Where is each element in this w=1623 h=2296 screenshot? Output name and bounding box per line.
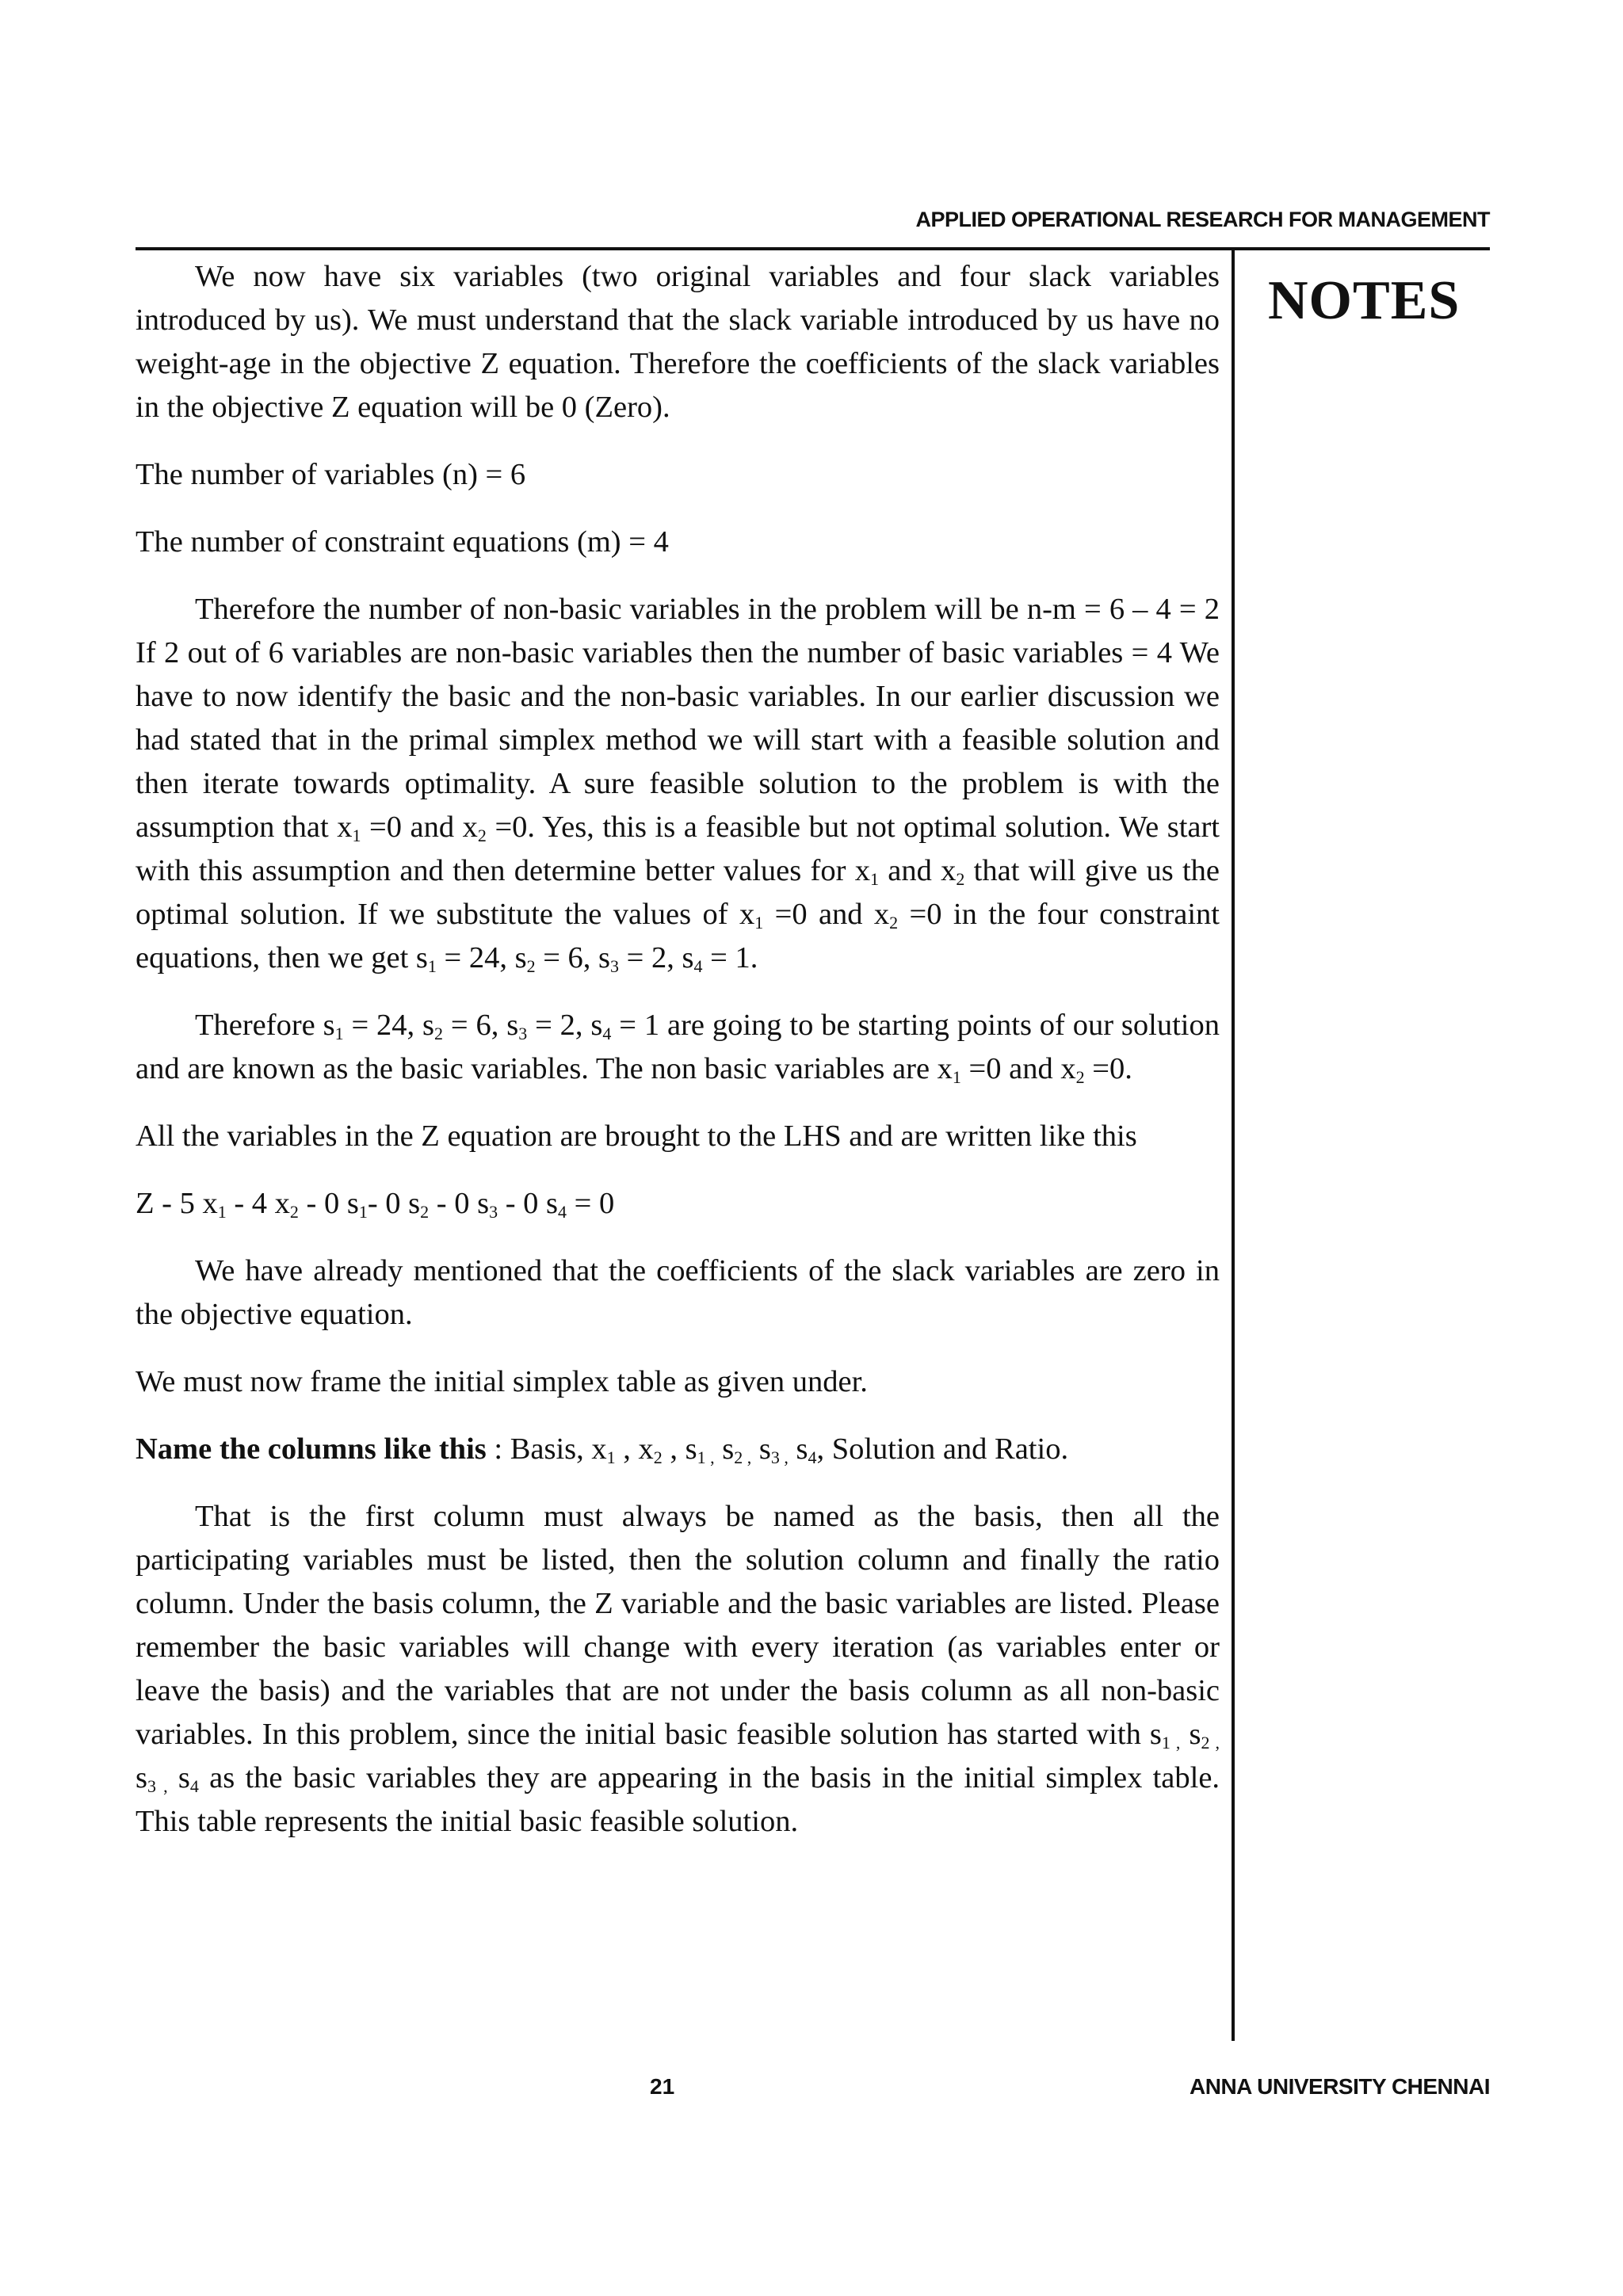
paragraph-number-of-variables: The number of variables (n) = 6 [136, 458, 526, 491]
paragraph-coefficients: We have already mentioned that the coefficients of the slack variables are zero in the objective equation. [136, 1254, 1220, 1331]
paragraph-basis-column: That is the first column must always be named as the basis, then all the participating variables must be listed, then the solution column and finally the ratio column. Under the basis column, the Z variable and the basic variables are listed. Please remember the basic variables will change with every iteration (as variables enter or leave the basis) and the variables that are not under the basis column as all non-basic variables. In this problem, since the initial basic feasible solution has started with $s_{1 ,}$ $s_{2 ,}$ $s_{3 ,}$ $s_4$ as the basic variables they are appearing in the basis in the initial simplex table. This table represents the initial basic feasible solution. [136, 1500, 1220, 1838]
footer-university: ANNA UNIVERSITY CHENNAI [1190, 2074, 1490, 2099]
paragraph-non-basic-variables: Therefore the number of non-basic variables in the problem will be n-m = 6 – 4 = 2 If 2 out of 6 variables are non-basic variables then the number of basic variables = 4 We have to now identify the basic and the non-basic variables. In our earlier discussion we had stated that in the primal simplex method we will start with a feasible solution and then iterate towards optimality. A sure feasible solution to the problem is with the assumption that $x_1 =0$ and $x_2 =0$. Yes, this is a feasible but not optimal solution. We start with this assumption and then determine better values for $x_1$ and $x_2$ that will give us the optimal solution. If we substitute the values of $x_1 =0$ and $x_2 =0$ in the four constraint equations, then we get $s_1 = 24$, $s_2 = 6$, $s_3 = 2$, $s_4 = 1$. [136, 593, 1220, 976]
notes-column-rule [1232, 249, 1235, 2041]
running-header: APPLIED OPERATIONAL RESEARCH FOR MANAGEMENT [915, 208, 1490, 231]
z-equation: Z - 5 $x_1 - 4$ $x_2 - 0$ $s_1-$ 0 $s_2 - 0$ $s_3 - 0$ $s_4 = 0$ [136, 1187, 615, 1222]
main-text [136, 255, 1220, 1867]
paragraph-lhs: All the variables in the Z equation are brought to the LHS and are written like this [136, 1119, 1137, 1153]
paragraph-number-of-constraints: The number of constraint equations (m) = 4 [136, 525, 669, 559]
notes-label: NOTES [1268, 270, 1461, 331]
header-rule [136, 247, 1490, 250]
paragraph-frame-table: We must now frame the initial simplex table as given under. [136, 1365, 868, 1398]
paragraph-six-variables: We now have six variables (two original variables and four slack variables introduced by us). We must understand that the slack variable introduced by us have no weight-age in the objective Z equation. Therefore the coefficients of the slack variables in the objective Z equation will be 0 (Zero). [136, 260, 1220, 424]
page-number: 21 [650, 2074, 675, 2099]
paragraph-column-names: Name the columns like this : Basis, $x_1$ , $x_2$ , $s_{1 ,}$ $s_{2 ,}$ $s_{3 ,}$ $s_4$, Solution and Ratio. [136, 1432, 1069, 1467]
paragraph-basic-variables: Therefore $s_1 = 24$, $s_2 = 6$, $s_3 = 2$, $s_4 = 1$ are going to be starting points of our solution and are known as the basic variables. The non basic variables are $x_1 =0$ and $x_2 =0$. [136, 1009, 1220, 1087]
